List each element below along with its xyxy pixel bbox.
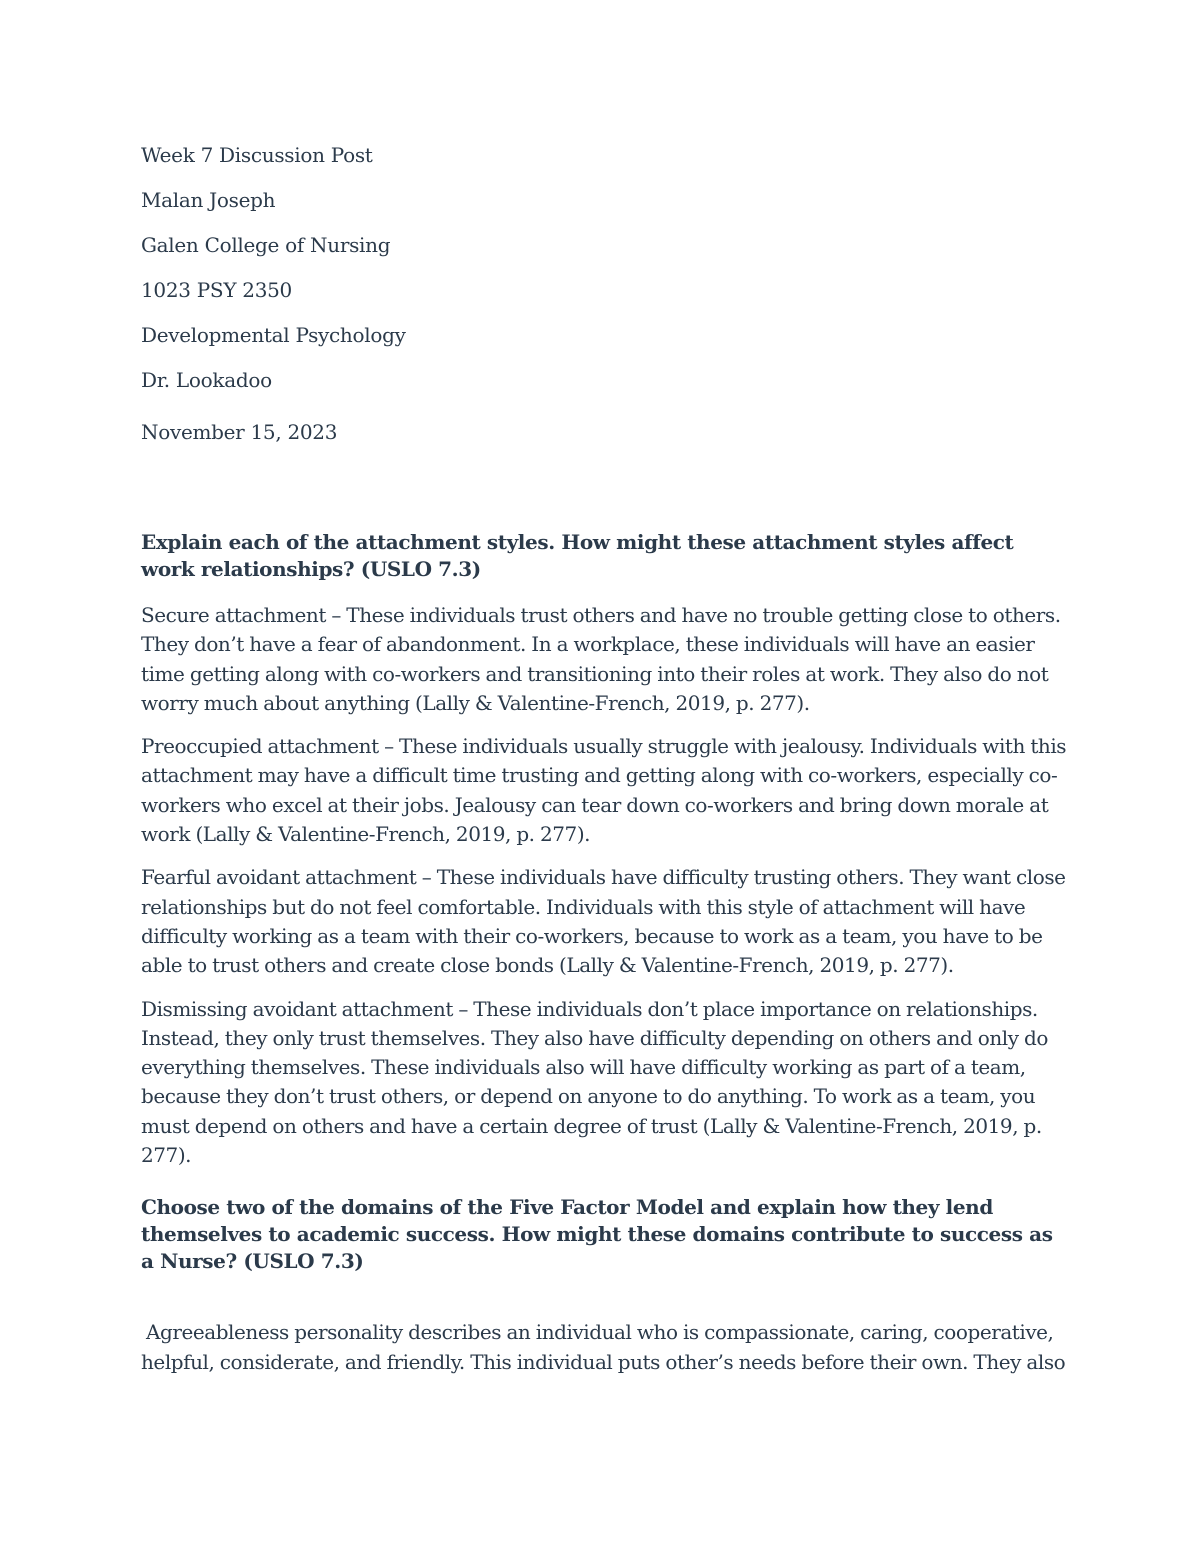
paragraph-secure-attachment: Secure attachment – These individuals trust others and have no trouble getting close to others. They don’t have a fear of abandonment. In a workplace, these individuals will have an easier time getting along with co-workers and transitioning into their roles at work. They also do not worry much about anything (Lally & Valentine-French, 2019, p. 277).: [141, 603, 1061, 715]
author-name: Malan Joseph: [141, 188, 276, 212]
document-date: November 15, 2023: [141, 420, 338, 444]
paragraph-preoccupied-attachment: Preoccupied attachment – These individuals usually struggle with jealousy. Individuals with this attachment may have a difficult time trusting and getting along with co-workers, especially co-workers who excel at their jobs. Jealousy can tear down co-workers and bring down morale at work (Lally & Valentine-French, 2019, p. 277).: [141, 734, 1067, 847]
paragraph-fearful-avoidant-attachment: Fearful avoidant attachment – These individuals have difficulty trusting others. They want close relationships but do not feel comfortable. Individuals with this style of attachment will have difficulty working as a team with their co-workers, because to work as a team, you have to be able to trust others and create close bonds (Lally & Valentine-French, 2019, p. 277).: [141, 865, 1066, 978]
paragraph-dismissing-avoidant-attachment: Dismissing avoidant attachment – These individuals don’t place importance on relationships. Instead, they only trust themselves. They also have difficulty depending on others and only do everything themselves. These individuals also will have difficulty working as part of a team, because they don’t trust others, or depend on anyone to do anything. To work as a team, you must depend on others and have a certain degree of trust (Lally & Valentine-French, 2019, p. 277).: [141, 996, 1048, 1168]
question-attachment-styles: Explain each of the attachment styles. How might these attachment styles affect work relationships? (USLO 7.3): [141, 530, 1014, 581]
course-name: Developmental Psychology: [141, 323, 406, 347]
institution-name: Galen College of Nursing: [141, 233, 391, 257]
paragraph-agreeableness: Agreeableness personality describes an individual who is compassionate, caring, cooperative, helpful, considerate, and friendly. This individual puts other’s needs before their own. They also: [141, 1320, 1066, 1374]
instructor-name: Dr. Lookadoo: [141, 368, 272, 392]
course-code: 1023 PSY 2350: [141, 278, 292, 302]
document-body: [141, 140, 1071, 1391]
document-title: Week 7 Discussion Post: [141, 143, 373, 167]
question-five-factor-model: Choose two of the domains of the Five Factor Model and explain how they lend themselves to academic success. How might these domains contribute to success as a Nurse? (USLO 7.3): [141, 1195, 1053, 1274]
